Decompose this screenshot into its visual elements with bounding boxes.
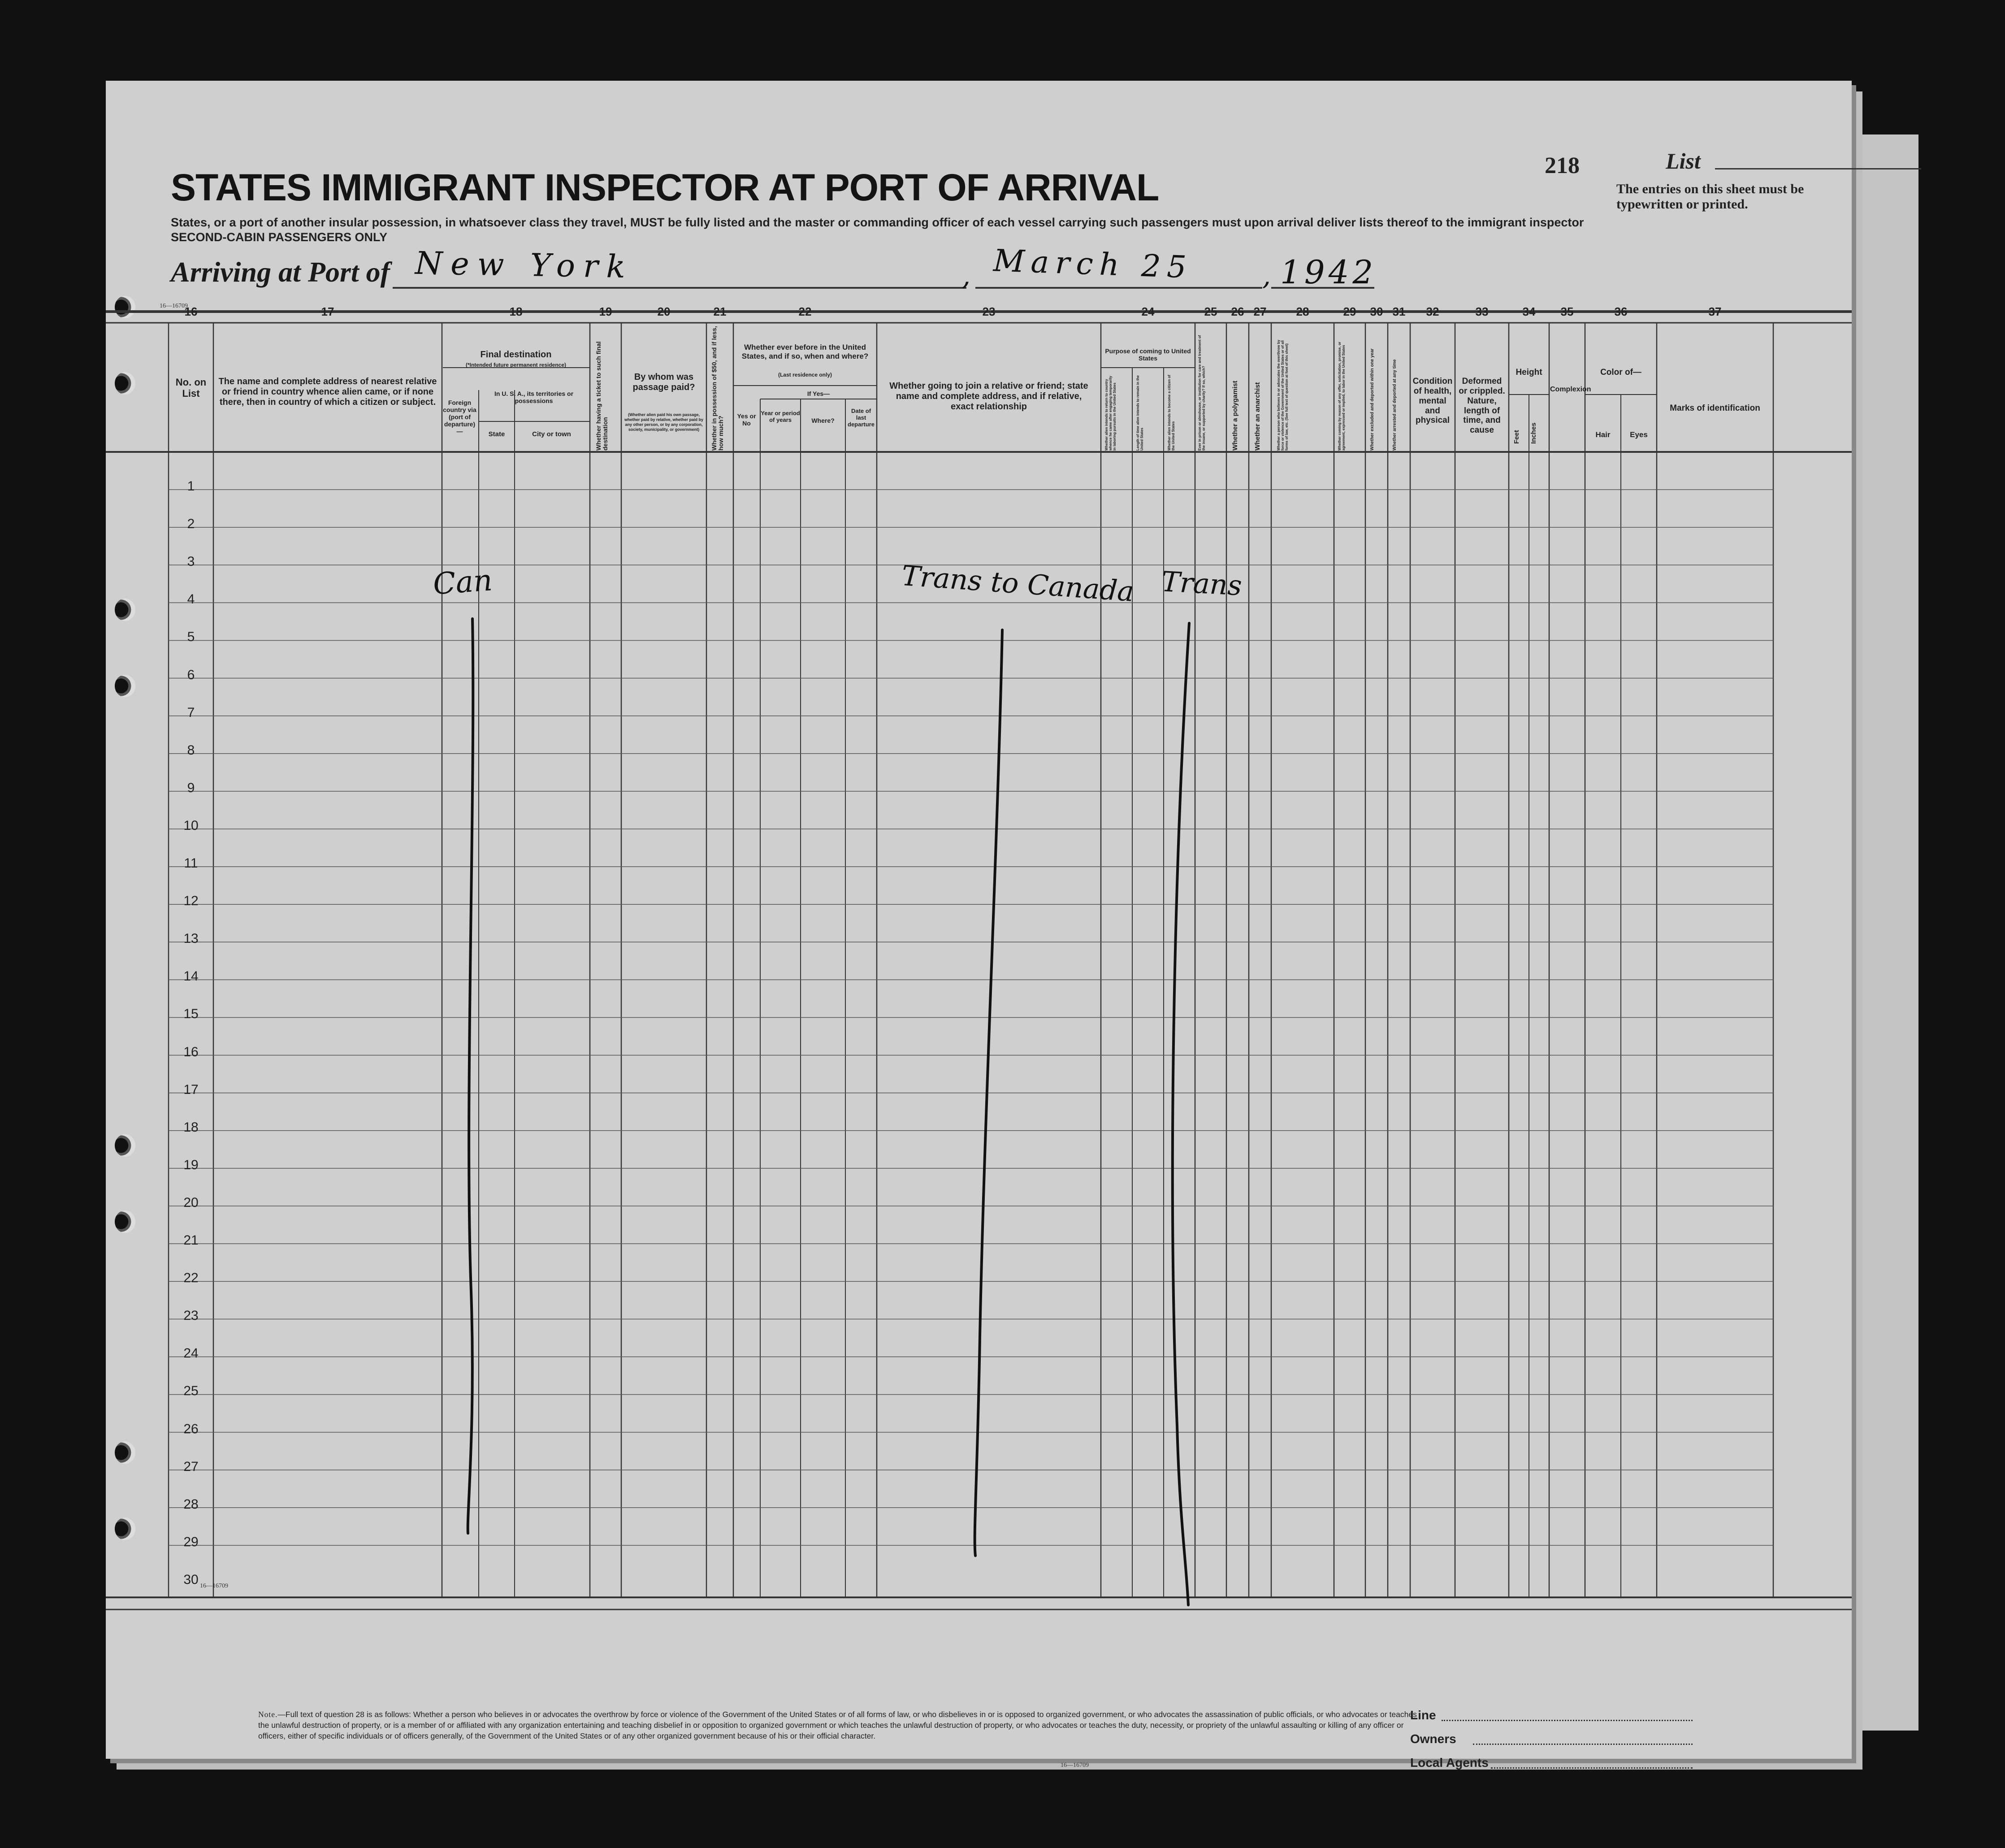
list-label: List [1666,148,1701,174]
row-number: 27 [183,1459,199,1474]
row-number: 22 [183,1271,199,1286]
col-number-20: 20 [657,305,671,318]
header-joining-relative: Whether going to join a relative or friend; state name and complete address, and if relative, exact relationship [889,381,1088,412]
header-fifty-dollars: Whether in possession of $50, and if less, how much? [710,326,724,451]
header-period: Year or period of years [761,410,800,423]
handwritten-purpose: Trans [1161,565,1243,602]
row-number: 4 [187,592,195,607]
row-number: 9 [187,780,195,795]
col-number-16: 16 [184,305,198,318]
col-number-26: 26 [1231,305,1244,318]
header-purpose: Purpose of coming to United States [1105,347,1191,362]
header-ever-before-us: Whether ever before in the United States, and if so, when and where? [741,343,869,360]
date-value: March 25 [992,243,1193,286]
row-number: 14 [183,969,199,984]
row-number: 2 [187,516,195,532]
header-overthrow: Whether a person who believes in or advocates the overthrow by force or violence of the Government of the United States or of all forms of law, etc. (See full text of question at foot of this sheet) [1277,339,1289,451]
header-complexion: Complexion [1550,386,1591,393]
handwritten-joining: Trans to Canada [901,559,1135,608]
entries-note: The entries on this sheet must be typewritten or printed. [1616,182,1804,212]
header-inches: Inches [1530,422,1537,444]
header-labor-offer: Whether coming by reason of any offer, solicitation, promise, or agreement, expressed or implied, to labor in the United States [1338,342,1346,451]
col-number-21: 21 [713,305,727,318]
header-passage-paid-sub: (Whether alien paid his own passage, whether paid by relative, whether paid by any other person, or by any corporation, society, municipality, or government) [624,412,704,432]
line-label: Line [1410,1708,1436,1722]
row-number: 13 [183,931,199,946]
header-purpose-citizen: Whether alien intends to become a citizen of the United States [1167,375,1175,451]
row-number: 16 [183,1044,199,1059]
header-anarchist: Whether an anarchist [1254,382,1261,451]
form-code-bottom: 16—16709 [200,1583,228,1589]
row-number: 26 [183,1421,199,1436]
header-in-usa: In U. S. A., its territories or possessions [494,390,574,405]
line-field [1442,1720,1693,1721]
col-number-35: 35 [1560,305,1574,318]
header-polygamist: Whether a polygamist [1231,381,1239,451]
header-marks-identification: Marks of identification [1670,403,1760,413]
note-label: Note. [258,1710,278,1719]
col-number-29: 29 [1343,305,1356,318]
row-number: 29 [183,1534,199,1549]
ditto-line [975,630,1002,1556]
row-number: 19 [183,1157,199,1172]
header-last-departure: Date of last departure [848,408,875,428]
ditto-line [468,619,473,1533]
col-number-36: 36 [1614,305,1628,318]
col-number-24: 24 [1141,305,1155,318]
comma-separator: , [962,260,971,291]
header-no-on-list: No. on List [175,377,207,399]
col-number-22: 22 [798,305,812,318]
header-final-destination: Final destination [480,350,552,360]
col-number-32: 32 [1426,305,1439,318]
header-final-destination-sub: (*Intended future permanent residence) [465,362,567,368]
owners-field [1473,1744,1693,1745]
row-number: 30 [183,1572,199,1587]
row-number: 7 [187,705,195,720]
row-number: 5 [187,629,195,645]
header-ticket: Whether having a ticket to such final destination [595,341,609,451]
row-number: 12 [183,894,199,909]
row-number: 15 [183,1006,199,1022]
row-number: 6 [187,667,195,682]
header-prison: Ever in prison or almshouse, or institution for care and treatment of the insane, or supported by charity? If so, which? [1198,335,1206,451]
header-feet: Feet [1513,430,1520,444]
row-number: 1 [187,479,195,494]
row-number: 21 [183,1233,199,1248]
row-number: 24 [183,1346,199,1361]
col-number-25: 25 [1204,305,1217,318]
header-arrested: Whether arrested and deported at any time [1392,359,1397,451]
row-number: 20 [183,1195,199,1210]
col-number-17: 17 [321,305,334,318]
form-code-footer: 16—16709 [1061,1762,1089,1769]
header-where: Where? [811,417,835,424]
instructions-line: SECOND-CABIN PASSENGERS ONLY [171,230,388,244]
question-28-note [258,1709,1424,1741]
col-number-18: 18 [509,305,523,318]
header-deformed: Deformed or crippled. Nature, length of time, and cause [1459,377,1505,435]
row-number: 3 [187,554,195,569]
handwritten-destination: Can [432,563,494,602]
header-hair: Hair [1595,430,1611,439]
header-state: State [488,430,505,438]
arriving-label: Arriving at Port of [171,256,390,288]
col-number-33: 33 [1475,305,1489,318]
header-purpose-return: Whether alien intends to return to country whence he came after engaging temporarily in laboring pursuits in the United States [1104,376,1117,451]
col-number-31: 31 [1392,305,1406,318]
header-yes-no: Yes or No [737,412,756,427]
header-ever-before-us-sub: (Last residence only) [778,372,832,378]
row-number: 28 [183,1497,199,1512]
instructions-line: States, or a port of another insular possession, in whatsoever class they travel, MUST be fully listed and the master or commanding officer of each vessel carrying such passengers must upon arrival deliver lists thereof to the immigrant inspector [171,216,1584,229]
col-number-34: 34 [1522,305,1536,318]
row-number: 8 [187,742,195,758]
header-if-yes: If Yes— [807,390,830,397]
owners-label: Owners [1410,1732,1456,1746]
page-title: STATES IMMIGRANT INSPECTOR AT PORT OF ARRIVAL [171,166,1159,208]
col-number-28: 28 [1296,305,1309,318]
col-number-30: 30 [1370,305,1383,318]
header-purpose-length: Length of time alien intends to remain in the United States [1136,375,1144,451]
header-passage-paid: By whom was passage paid? [632,372,695,392]
comma-separator: , [1262,260,1271,291]
row-number: 10 [183,818,199,833]
manifest-sheet [106,81,1852,1770]
header-color-of: Color of— [1600,368,1641,377]
header-health: Condition of health, mental and physical [1412,377,1453,425]
row-number: 17 [183,1082,199,1097]
header-eyes: Eyes [1630,430,1648,439]
row-number: 11 [184,856,198,871]
header-nearest-relative: The name and complete address of nearest relative or friend in country whence alien came, or if none there, then in country of which a citizen or subject. [218,377,437,407]
ditto-line [1173,623,1189,1605]
local-agents-label: Local Agents [1410,1756,1489,1770]
col-number-19: 19 [599,305,612,318]
port-value: New York [415,244,634,286]
ditto-marks [106,81,1852,1759]
note-text: —Full text of question 28 is as follows: Whether a person who believes in or advocates the overthrow by force or violence of the Government of the United States or of all forms of law, or who disbelieves in or is opposed to organized government, or who advocates the assassination of public officials, or who advocates or teaches the unlawful destruction of property, or is a member of or affiliated with any organization entertaining and teaching disbelief in or opposition to organized government or which teaches the unlawful destruction of property, or who advocates or teaches the duty, necessity, or propriety of the unlawful assaulting or killing of any officer or officers, either of specific individuals or of officers generally, of the Government of the United States or of any other organized government because of his or their official character. [258,1710,1417,1740]
form-code: 16—16709 [160,303,188,309]
header-foreign-country: Foreign country via (port of departure)— [443,399,476,435]
header-height: Height [1516,368,1542,377]
year-value: 1942 [1280,253,1377,291]
row-number: 23 [183,1308,199,1323]
local-agents-field [1491,1767,1693,1769]
row-number: 18 [183,1119,199,1135]
page-number: 218 [1545,153,1580,178]
col-number-23: 23 [982,305,996,318]
header-excluded: Whether excluded and deported within one year [1370,348,1375,451]
col-number-27: 27 [1253,305,1267,318]
row-number: 25 [183,1384,199,1399]
col-number-37: 37 [1708,305,1722,318]
header-city: City or town [532,430,571,438]
